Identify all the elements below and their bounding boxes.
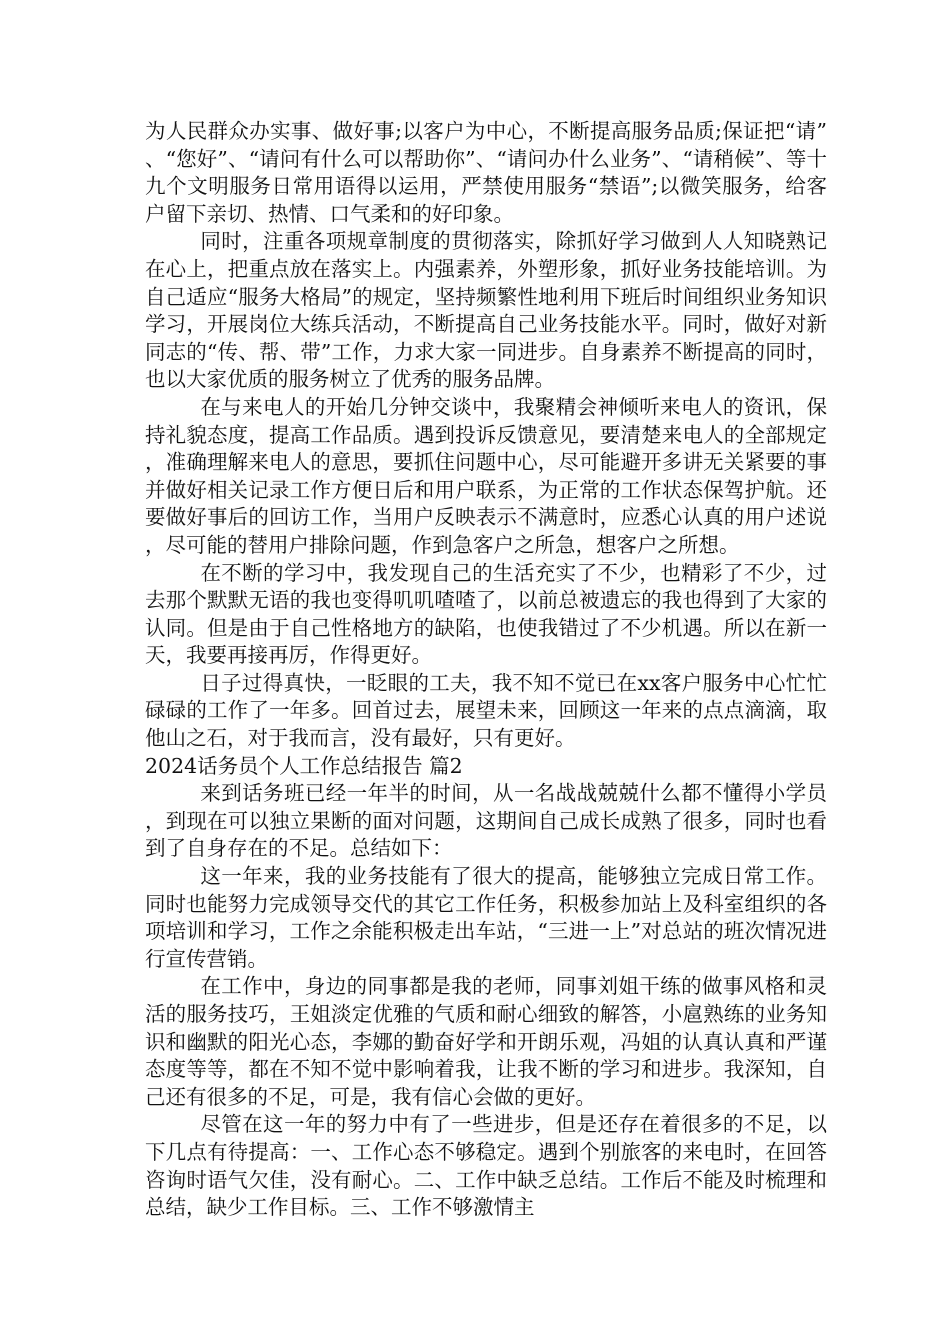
paragraph: 在与来电人的开始几分钟交谈中，我聚精会神倾听来电人的资讯，保持礼貌态度，提高工作品质。遇到投诉反馈意见，要清楚来电人的全部规定，准确理解来电人的意思，要抓住问题中心，尽可能避开多讲无关紧要的事并做好相关记录工作方便日后和用户联系，为正常的工作状态保驾护航。还要做好事后的回访工作，当用户反映表示不满意时，应悉心认真的用户述说，尽可能的替用户排除问题，作到急客户之所急，想客户之所想。 xyxy=(145,394,827,557)
section-heading: 2024话务员个人工作总结报告 篇2 xyxy=(145,753,463,778)
paragraph: 在工作中，身边的同事都是我的老师，同事刘姐干练的做事风格和灵活的服务技巧，王姐淡定优雅的气质和耐心细致的解答，小扈熟练的业务知识和幽默的阳光心态，李娜的勤奋好学和开朗乐观，冯姐的认真认真和严谨态度等等，都在不知不觉中影响着我，让我不断的学习和进步。我深知，自己还有很多的不足，可是，我有信心会做的更好。 xyxy=(145,974,827,1109)
document-page xyxy=(145,118,827,1222)
paragraph: 同时，注重各项规章制度的贯彻落实，除抓好学习做到人人知晓熟记在心上，把重点放在落实上。内强素养，外塑形象，抓好业务技能培训。为自己适应“服务大格局”的规定，坚持频繁性地利用下班后时间组织业务知识学习，开展岗位大练兵活动，不断提高自己业务技能水平。同时，做好对新同志的“传、帮、带”工作，力求大家一同进步。自身素养不断提高的同时，也以大家优质的服务树立了优秀的服务品牌。 xyxy=(145,229,827,392)
paragraph: 这一年来，我的业务技能有了很大的提高，能够独立完成日常工作。同时也能努力完成领导交代的其它工作任务，积极参加站上及科室组织的各项培训和学习，工作之余能积极走出车站，“三进一上”对总站的班次情况进行宣传营销。 xyxy=(145,864,827,971)
paragraph: 为人民群众办实事、做好事;以客户为中心，不断提高服务品质;保证把“请”、“您好”、“请问有什么可以帮助你”、“请问办什么业务”、“请稍候”、等十九个文明服务日常用语得以运用，严禁使用服务“禁语”;以微笑服务，给客户留下亲切、热情、口气柔和的好印象。 xyxy=(145,119,827,226)
paragraph: 来到话务班已经一年半的时间，从一名战战兢兢什么都不懂得小学员，到现在可以独立果断的面对问题，这期间自己成长成熟了很多，同时也看到了自身存在的不足。总结如下： xyxy=(145,781,827,861)
paragraph: 日子过得真快，一眨眼的工夫，我不知不觉已在xx客户服务中心忙忙碌碌的工作了一年多。回首过去，展望未来，回顾这一年来的点点滴滴，取他山之石，对于我而言，没有最好，只有更好。 xyxy=(145,670,827,751)
paragraph: 尽管在这一年的努力中有了一些进步，但是还存在着很多的不足，以下几点有待提高：一、工作心态不够稳定。遇到个别旅客的来电时，在回答咨询时语气欠佳，没有耐心。二、工作中缺乏总结。工作后不能及时梳理和总结，缺少工作目标。三、工作不够激情主 xyxy=(145,1112,827,1220)
paragraph: 在不断的学习中，我发现自己的生活充实了不少，也精彩了不少，过去那个默默无语的我也变得叽叽喳喳了，以前总被遗忘的我也得到了大家的认同。但是由于自己性格地方的缺陷，也使我错过了不少机遇。所以在新一天，我要再接再厉，作得更好。 xyxy=(145,560,827,668)
